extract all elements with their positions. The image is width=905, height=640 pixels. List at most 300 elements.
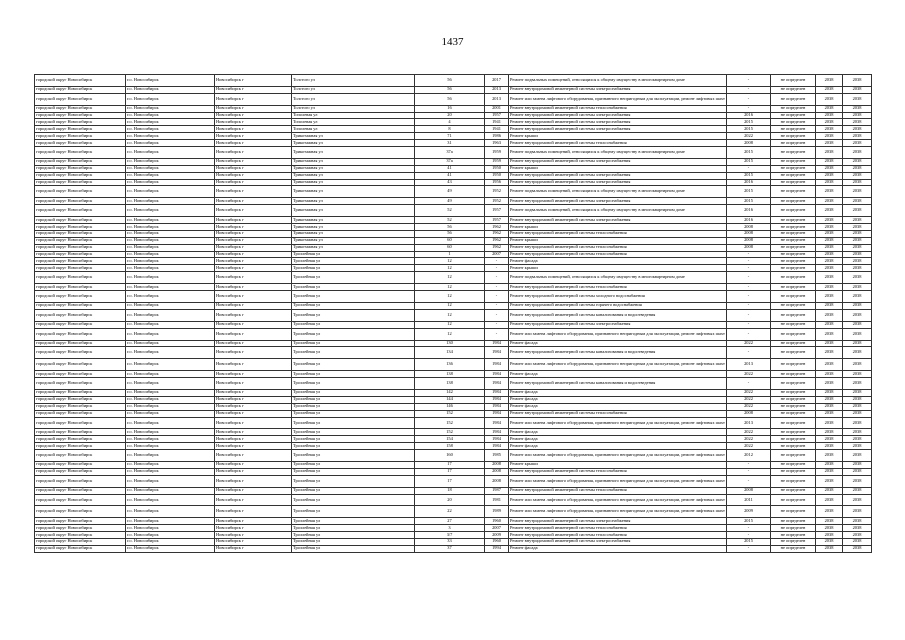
city-cell: г.о. Новосибирск [126,133,215,140]
repair-year-cell: 2008 [727,244,771,251]
house-cell: 20 [415,112,485,119]
work-cell: Ремонт внутридомовой инженерной системы теплоснабжения [509,487,727,494]
okrug-cell: городской округ Новосибирск [35,179,126,186]
settlement-cell: Новосибирск г [215,251,292,258]
work-cell: Ремонт или замена лифтового оборудования, признанного непригодным для эксплуатации, ремонт лифтовых шахт [509,417,727,429]
status-cell: не определен [771,371,816,378]
work-cell: Ремонт фасада [509,340,727,347]
period-start-cell: 2038 [816,291,843,303]
period-start-cell: 2038 [816,371,843,378]
street-cell: Толстого ул [292,75,415,87]
house-cell: 152 [415,410,485,417]
period-start-cell: 2038 [816,186,843,198]
settlement-cell: Новосибирск г [215,119,292,126]
repair-year-cell: - [727,302,771,309]
street-cell: Тополевая ул [292,119,415,126]
period-start-cell: 2038 [816,265,843,272]
city-cell: г.о. Новосибирск [126,172,215,179]
street-cell: Троллейная ул [292,450,415,462]
period-start-cell: 2038 [816,518,843,525]
okrug-cell: городской округ Новосибирск [35,284,126,291]
city-cell: г.о. Новосибирск [126,224,215,231]
work-cell: Ремонт внутридомовой инженерной системы электроснабжения [509,119,727,126]
settlement-cell: Новосибирск г [215,443,292,450]
city-cell: г.о. Новосибирск [126,538,215,545]
table-row [35,186,872,198]
work-cell: Ремонт внутридомовой инженерной системы горячего водоснабжения [509,302,727,309]
city-cell: г.о. Новосибирск [126,165,215,172]
street-cell: Троллейная ул [292,532,415,539]
status-cell: не определен [771,230,816,237]
work-cell: Ремонт внутридомовой инженерной системы электроснабжения [509,217,727,224]
settlement-cell: Новосибирск г [215,378,292,390]
table-row [35,545,872,552]
street-cell: Троллейная ул [292,487,415,494]
okrug-cell: городской округ Новосибирск [35,93,126,105]
period-end-cell: 2038 [843,371,872,378]
house-cell: 8 [415,126,485,133]
repair-year-cell: - [727,265,771,272]
repair-year-cell: - [727,309,771,321]
okrug-cell: городской округ Новосибирск [35,237,126,244]
year-cell: 2008 [485,475,509,487]
work-cell: Ремонт внутридомовой инженерной системы электроснабжения [509,172,727,179]
status-cell: не определен [771,410,816,417]
period-end-cell: 2038 [843,272,872,284]
house-cell: 144 [415,396,485,403]
year-cell: 2013 [485,93,509,105]
street-cell: Троллейная ул [292,429,415,436]
settlement-cell: Новосибирск г [215,158,292,165]
repair-year-cell: 2016 [727,112,771,119]
okrug-cell: городской округ Новосибирск [35,410,126,417]
work-cell: Ремонт или замена лифтового оборудования, признанного непригодным для эксплуатации, ремонт лифтовых шахт [509,359,727,371]
status-cell: не определен [771,119,816,126]
year-cell: 1987 [485,487,509,494]
year-cell: 1984 [485,410,509,417]
city-cell: г.о. Новосибирск [126,443,215,450]
house-cell: 33 [415,538,485,545]
settlement-cell: Новосибирск г [215,475,292,487]
street-cell: Трикотажная ул [292,186,415,198]
table-row [35,284,872,291]
year-cell: 1981 [485,494,509,506]
period-end-cell: 2038 [843,494,872,506]
period-start-cell: 2038 [816,272,843,284]
house-cell: 17 [415,475,485,487]
table-row [35,321,872,328]
period-end-cell: 2038 [843,487,872,494]
repair-year-cell: - [727,525,771,532]
house-cell: 52 [415,205,485,217]
settlement-cell: Новосибирск г [215,532,292,539]
status-cell: не определен [771,450,816,462]
settlement-cell: Новосибирск г [215,105,292,112]
period-end-cell: 2038 [843,86,872,93]
house-cell: 12 [415,302,485,309]
year-cell: 1960 [485,518,509,525]
house-cell: 12 [415,309,485,321]
okrug-cell: городской округ Новосибирск [35,140,126,147]
work-cell: Ремонт или замена лифтового оборудования, признанного непригодным для эксплуатации, ремонт лифтовых шахт [509,494,727,506]
settlement-cell: Новосибирск г [215,140,292,147]
house-cell: 49 [415,186,485,198]
repair-year-cell: - [727,475,771,487]
period-end-cell: 2038 [843,112,872,119]
street-cell: Трикотажная ул [292,133,415,140]
okrug-cell: городской округ Новосибирск [35,302,126,309]
repair-year-cell: - [727,291,771,303]
settlement-cell: Новосибирск г [215,538,292,545]
table-row [35,506,872,518]
work-cell: Ремонт внутридомовой инженерной системы электроснабжения [509,198,727,205]
repair-year-cell: - [727,461,771,468]
period-start-cell: 2038 [816,525,843,532]
work-cell: Ремонт подвальных помещений, относящихся к общему имуществу в многоквартирном доме [509,75,727,87]
period-end-cell: 2038 [843,140,872,147]
status-cell: не определен [771,468,816,475]
settlement-cell: Новосибирск г [215,417,292,429]
year-cell: 1952 [485,198,509,205]
work-cell: Ремонт внутридомовой инженерной системы канализования и водоотведения [509,347,727,359]
year-cell: 1941 [485,119,509,126]
period-start-cell: 2038 [816,475,843,487]
okrug-cell: городской округ Новосибирск [35,494,126,506]
table-row [35,403,872,410]
table-row [35,230,872,237]
settlement-cell: Новосибирск г [215,468,292,475]
status-cell: не определен [771,347,816,359]
table-row [35,340,872,347]
street-cell: Троллейная ул [292,389,415,396]
work-cell: Ремонт или замена лифтового оборудования, признанного непригодным для эксплуатации, ремонт лифтовых шахт [509,506,727,518]
repair-year-cell: 2008 [727,410,771,417]
status-cell: не определен [771,224,816,231]
settlement-cell: Новосибирск г [215,506,292,518]
status-cell: не определен [771,525,816,532]
repair-year-cell: 2015 [727,172,771,179]
house-cell: 22 [415,506,485,518]
okrug-cell: городской округ Новосибирск [35,538,126,545]
house-cell: 136 [415,359,485,371]
city-cell: г.о. Новосибирск [126,93,215,105]
settlement-cell: Новосибирск г [215,165,292,172]
house-cell: 60 [415,237,485,244]
house-cell: 41 [415,165,485,172]
okrug-cell: городской округ Новосибирск [35,506,126,518]
settlement-cell: Новосибирск г [215,309,292,321]
year-cell: 1963 [485,140,509,147]
city-cell: г.о. Новосибирск [126,86,215,93]
settlement-cell: Новосибирск г [215,198,292,205]
period-end-cell: 2038 [843,147,872,159]
period-start-cell: 2038 [816,321,843,328]
year-cell: 1985 [485,450,509,462]
city-cell: г.о. Новосибирск [126,105,215,112]
work-cell: Ремонт подвальных помещений, относящихся к общему имуществу в многоквартирном доме [509,272,727,284]
work-cell: Ремонт внутридомовой инженерной системы электроснабжения [509,179,727,186]
period-end-cell: 2038 [843,506,872,518]
work-cell: Ремонт фасада [509,258,727,265]
house-cell: 17 [415,468,485,475]
work-cell: Ремонт внутридомовой инженерной системы теплоснабжения [509,244,727,251]
settlement-cell: Новосибирск г [215,147,292,159]
table-row [35,532,872,539]
period-end-cell: 2038 [843,389,872,396]
street-cell: Трикотажная ул [292,158,415,165]
house-cell: 31 [415,140,485,147]
table-row [35,359,872,371]
city-cell: г.о. Новосибирск [126,461,215,468]
period-start-cell: 2038 [816,126,843,133]
status-cell: не определен [771,284,816,291]
period-start-cell: 2038 [816,86,843,93]
period-start-cell: 2038 [816,198,843,205]
table-row [35,205,872,217]
street-cell: Троллейная ул [292,347,415,359]
okrug-cell: городской округ Новосибирск [35,403,126,410]
table-row [35,244,872,251]
period-start-cell: 2038 [816,429,843,436]
street-cell: Троллейная ул [292,545,415,552]
okrug-cell: городской округ Новосибирск [35,119,126,126]
repair-year-cell: 2015 [727,158,771,165]
period-start-cell: 2038 [816,224,843,231]
repair-year-cell: 2011 [727,494,771,506]
period-start-cell: 2038 [816,328,843,340]
street-cell: Троллейная ул [292,340,415,347]
period-start-cell: 2038 [816,494,843,506]
repair-year-cell: 2008 [727,230,771,237]
city-cell: г.о. Новосибирск [126,119,215,126]
period-start-cell: 2038 [816,244,843,251]
settlement-cell: Новосибирск г [215,371,292,378]
house-cell: 20 [415,494,485,506]
okrug-cell: городской округ Новосибирск [35,244,126,251]
repair-year-cell: 2015 [727,126,771,133]
street-cell: Трикотажная ул [292,172,415,179]
period-end-cell: 2038 [843,75,872,87]
settlement-cell: Новосибирск г [215,461,292,468]
okrug-cell: городской округ Новосибирск [35,172,126,179]
street-cell: Троллейная ул [292,359,415,371]
street-cell: Тополевая ул [292,126,415,133]
house-cell: 56 [415,93,485,105]
work-cell: Ремонт фасада [509,389,727,396]
street-cell: Тополевая ул [292,112,415,119]
status-cell: не определен [771,309,816,321]
street-cell: Троллейная ул [292,468,415,475]
period-end-cell: 2038 [843,378,872,390]
okrug-cell: городской округ Новосибирск [35,230,126,237]
status-cell: не определен [771,302,816,309]
street-cell: Троллейная ул [292,518,415,525]
work-cell: Ремонт крыши [509,224,727,231]
year-cell: 1952 [485,186,509,198]
repair-year-cell: 2022 [727,443,771,450]
year-cell: 1959 [485,147,509,159]
table-row [35,237,872,244]
year-cell: 1959 [485,158,509,165]
period-end-cell: 2038 [843,417,872,429]
repair-year-cell: 2022 [727,436,771,443]
house-cell: 71 [415,133,485,140]
work-cell: Ремонт фасада [509,429,727,436]
street-cell: Троллейная ул [292,506,415,518]
status-cell: не определен [771,494,816,506]
city-cell: г.о. Новосибирск [126,532,215,539]
year-cell: 1994 [485,545,509,552]
settlement-cell: Новосибирск г [215,396,292,403]
year-cell: 1962 [485,230,509,237]
period-start-cell: 2038 [816,179,843,186]
city-cell: г.о. Новосибирск [126,291,215,303]
table-row [35,179,872,186]
period-start-cell: 2038 [816,133,843,140]
work-cell: Ремонт фасада [509,436,727,443]
table-row [35,251,872,258]
work-cell: Ремонт внутридомовой инженерной системы канализования и водоотведения [509,378,727,390]
repair-year-cell: - [727,75,771,87]
table-row [35,133,872,140]
okrug-cell: городской округ Новосибирск [35,224,126,231]
okrug-cell: городской округ Новосибирск [35,205,126,217]
repair-year-cell: 2015 [727,147,771,159]
house-cell: 12 [415,291,485,303]
table-row [35,475,872,487]
city-cell: г.о. Новосибирск [126,251,215,258]
status-cell: не определен [771,417,816,429]
work-cell: Ремонт внутридомовой инженерной системы теплоснабжения [509,230,727,237]
house-cell: 37а [415,158,485,165]
table-row [35,378,872,390]
status-cell: не определен [771,359,816,371]
period-end-cell: 2038 [843,450,872,462]
status-cell: не определен [771,443,816,450]
repair-year-cell: 2022 [727,403,771,410]
city-cell: г.о. Новосибирск [126,389,215,396]
work-cell: Ремонт подвальных помещений, относящихся к общему имуществу в многоквартирном доме [509,186,727,198]
period-start-cell: 2038 [816,205,843,217]
okrug-cell: городской округ Новосибирск [35,75,126,87]
status-cell: не определен [771,258,816,265]
repair-year-cell: 2022 [727,429,771,436]
city-cell: г.о. Новосибирск [126,244,215,251]
table-row [35,461,872,468]
okrug-cell: городской округ Новосибирск [35,186,126,198]
period-start-cell: 2038 [816,538,843,545]
city-cell: г.о. Новосибирск [126,545,215,552]
status-cell: не определен [771,532,816,539]
table-row [35,147,872,159]
repair-year-cell: 2022 [727,340,771,347]
okrug-cell: городской округ Новосибирск [35,475,126,487]
city-cell: г.о. Новосибирск [126,258,215,265]
street-cell: Трикотажная ул [292,165,415,172]
repair-year-cell: 2022 [727,389,771,396]
house-cell: 43 [415,179,485,186]
period-start-cell: 2038 [816,378,843,390]
status-cell: не определен [771,244,816,251]
repair-year-cell: 2012 [727,450,771,462]
settlement-cell: Новосибирск г [215,244,292,251]
period-end-cell: 2038 [843,429,872,436]
period-end-cell: 2038 [843,244,872,251]
period-end-cell: 2038 [843,436,872,443]
city-cell: г.о. Новосибирск [126,321,215,328]
status-cell: не определен [771,133,816,140]
settlement-cell: Новосибирск г [215,258,292,265]
period-end-cell: 2038 [843,172,872,179]
house-cell: 146 [415,403,485,410]
status-cell: не определен [771,518,816,525]
house-cell: 4 [415,119,485,126]
city-cell: г.о. Новосибирск [126,429,215,436]
year-cell: 1984 [485,396,509,403]
street-cell: Троллейная ул [292,475,415,487]
table-row [35,302,872,309]
okrug-cell: городской округ Новосибирск [35,347,126,359]
settlement-cell: Новосибирск г [215,93,292,105]
status-cell: не определен [771,251,816,258]
street-cell: Трикотажная ул [292,198,415,205]
work-cell: Ремонт внутридомовой инженерной системы теплоснабжения [509,525,727,532]
street-cell: Троллейная ул [292,417,415,429]
status-cell: не определен [771,158,816,165]
work-cell: Ремонт подвальных помещений, относящихся к общему имуществу в многоквартирном доме [509,147,727,159]
repair-year-cell: 2008 [727,487,771,494]
table-row [35,119,872,126]
table-row [35,126,872,133]
work-cell: Ремонт крыши [509,165,727,172]
street-cell: Троллейная ул [292,461,415,468]
status-cell: не определен [771,205,816,217]
street-cell: Трикотажная ул [292,237,415,244]
settlement-cell: Новосибирск г [215,112,292,119]
period-start-cell: 2038 [816,545,843,552]
settlement-cell: Новосибирск г [215,487,292,494]
period-start-cell: 2038 [816,237,843,244]
table-row [35,410,872,417]
period-end-cell: 2038 [843,258,872,265]
city-cell: г.о. Новосибирск [126,475,215,487]
city-cell: г.о. Новосибирск [126,126,215,133]
year-cell: 1957 [485,112,509,119]
street-cell: Троллейная ул [292,251,415,258]
period-start-cell: 2038 [816,158,843,165]
okrug-cell: городской округ Новосибирск [35,126,126,133]
table-row [35,224,872,231]
table-row [35,494,872,506]
city-cell: г.о. Новосибирск [126,309,215,321]
street-cell: Трикотажная ул [292,205,415,217]
okrug-cell: городской округ Новосибирск [35,450,126,462]
settlement-cell: Новосибирск г [215,205,292,217]
house-cell: 60 [415,244,485,251]
status-cell: не определен [771,140,816,147]
repair-year-cell: 2015 [727,518,771,525]
work-cell: Ремонт внутридомовой инженерной системы холодного водоснабжения [509,291,727,303]
house-cell: 56 [415,86,485,93]
house-cell: 3/7 [415,532,485,539]
okrug-cell: городской округ Новосибирск [35,340,126,347]
house-cell: 37а [415,147,485,159]
okrug-cell: городской округ Новосибирск [35,487,126,494]
period-end-cell: 2038 [843,347,872,359]
work-cell: Ремонт крыши [509,133,727,140]
street-cell: Трикотажная ул [292,224,415,231]
table-row [35,165,872,172]
